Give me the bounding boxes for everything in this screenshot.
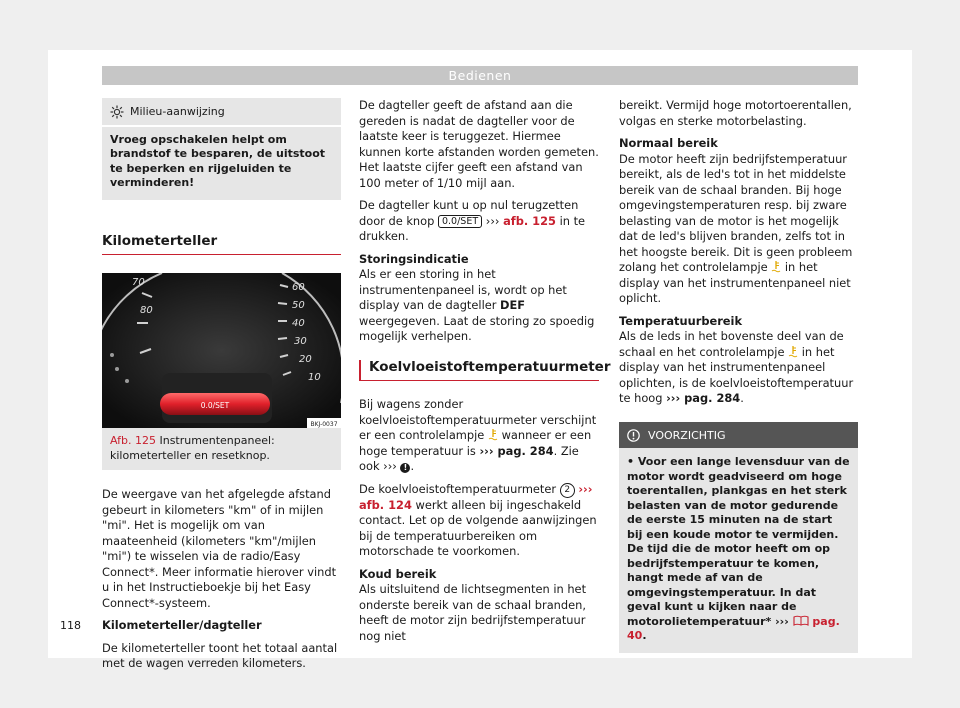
coolant-temperature-icon <box>488 428 498 441</box>
paragraph: bereikt. Vermijd hoge motortoerentallen, volgas en sterke motorbelasting. <box>619 98 852 128</box>
text: De motor heeft zijn bedrijfstemperatuur bereikt, als de led's tot in het middelste bereik van de schaal branden. Bij hoge omgevingstemperaturen resp. bij zware belasting van de motor is het mogelijk dat de led's blijven branden, zelfs tot in het hoogste bereik. Dit is geen probleem zolang het controlelampje <box>619 151 853 274</box>
instrument-panel-figure <box>102 273 341 428</box>
page-header <box>102 66 858 85</box>
section-title-kilometerteller: Kilometerteller <box>102 234 341 256</box>
subheading-normaal: Normaal bereik <box>619 136 718 150</box>
text: weergegeven. Laat de storing zo spoedig mogelijk verhelpen. <box>359 313 595 343</box>
caution-body <box>619 448 858 653</box>
paragraph: De weergave van het afgelegde afstand gebeurt in kilometers "km" of in mijlen "mi". Het is mogelijk om van maateenheid (kilometers "km"/mijlen "mi") te wisselen via de radio/Easy Connect*. Meer informatie hierover vindt u in het Instructieboekje bij het Easy Connect*-systeem. <box>102 487 337 610</box>
environment-icon <box>110 105 124 119</box>
reset-button-label: 0.0/SET <box>200 401 230 410</box>
column-left <box>102 98 341 679</box>
warning-icon: ! <box>400 463 410 473</box>
callout-number: 2 <box>560 483 575 498</box>
coolant-temperature-icon <box>788 345 798 358</box>
text: . <box>642 629 647 642</box>
caution-box <box>619 422 858 653</box>
gauge-number: 80 <box>140 305 153 316</box>
caution-header <box>619 422 858 449</box>
figure-code: BKJ-0037 <box>310 421 338 428</box>
page-number: 118 <box>60 619 81 632</box>
text: in het display van het instrumentenpaneel niet oplicht. <box>619 260 851 305</box>
paragraph-koel: Bij wagens zonder koelvloeistoftemperatuurmeter verschijnt er een controlelampje wanneer er een hoge temperatuur is ››› pag. 284. Zie ook ››› ! . <box>359 397 597 473</box>
figure-caption-ref: Afb. 125 <box>110 434 156 447</box>
instrument-panel-illustration <box>102 273 341 428</box>
ref-arrow: ››› <box>383 459 397 473</box>
subheading-dagteller: Kilometerteller/dagteller <box>102 618 262 632</box>
figure-caption-text: Instrumentenpaneel: kilometerteller en resetknop. <box>110 434 275 462</box>
figure-ref-link[interactable]: afb. 125 <box>503 213 556 228</box>
section-title-koelvloeistof: Koelvloeistoftemperatuurmeter <box>359 360 599 382</box>
text: in het display van het instrumentenpaneel oplichten, is de koelvloeistoftemperatuur te hoog <box>619 344 854 405</box>
note-header <box>102 98 341 127</box>
ref-arrow: ››› <box>775 614 789 628</box>
figure-ref-link[interactable]: ››› afb. 124 <box>359 481 593 512</box>
paragraph-reset <box>359 198 599 245</box>
def-label: DEF <box>500 298 526 312</box>
note-body: Vroeg opschakelen helpt om brandstof te besparen, de uitstoot te beperken en rijgeluiden te verminderen! <box>110 132 326 189</box>
gauge-number: 40 <box>292 318 305 329</box>
paragraph-storing <box>359 267 599 345</box>
environment-note <box>102 98 341 200</box>
reset-key: 0.0/SET <box>438 215 482 228</box>
text: . <box>740 391 744 405</box>
header-title: Bedienen <box>448 68 512 83</box>
book-icon <box>793 615 809 626</box>
gauge-number: 50 <box>292 300 305 311</box>
text: Als er een storing in het instrumentenpaneel is, wordt op het display van de dagteller <box>359 267 567 312</box>
paragraph: De dagteller geeft de afstand aan die gereden is nadat de dagteller voor de laatste keer is teruggezet. Hiermee kunnen korte afstanden worden gemeten. Het laatste cijfer geeft een afstand van 100 meter of 1/10 mijl aan. <box>359 98 599 190</box>
figure-caption <box>102 428 341 470</box>
paragraph-temperatuur <box>619 329 858 407</box>
subheading-temperatuur: Temperatuurbereik <box>619 313 743 328</box>
subheading-storing: Storingsindicatie <box>359 251 469 266</box>
ref-arrow: ››› <box>485 213 500 228</box>
paragraph: Als uitsluitend de lichtsegmenten in het onderste bereik van de schaal branden, heeft de motor zijn bedrijfstemperatuur nog niet <box>359 582 587 643</box>
text: Als de leds in het bovenste deel van de schaal en het controlelampje <box>619 329 844 359</box>
page-ref-link[interactable]: ››› pag. 284 <box>479 443 554 458</box>
paragraph-normaal <box>619 152 858 307</box>
column-right <box>619 98 858 653</box>
subheading-koud: Koud bereik <box>359 566 437 581</box>
caution-icon <box>627 429 640 442</box>
page-ref-link[interactable]: pag. 40 <box>627 614 840 642</box>
gauge-number: 70 <box>132 277 145 288</box>
text: . Zie ook <box>359 443 579 473</box>
paragraph: De kilometerteller toont het totaal aantal met de wagen verreden kilometers. <box>102 640 338 670</box>
text: • Voor een lange levensduur van de motor wordt geadviseerd om hoge toerentallen, plankgas en het sterk belasten van de motor gedurende de eerste 15 minuten na de start bij een koude motor te vermijden. De tijd die de motor heeft om op bedrijfstemperatuur te komen, hangt mede af van de omgevingstemperatuur. In dat geval kunt u kijken naar de motorolietemperatuur* <box>627 455 850 628</box>
column-middle <box>359 98 611 651</box>
text: in te drukken. <box>359 213 586 243</box>
gauge-number: 20 <box>299 354 312 365</box>
note-title: Milieu-aanwijzing <box>130 105 225 118</box>
page-ref-link[interactable]: ››› pag. 284 <box>666 391 741 405</box>
text: Bij wagens zonder koelvloeistoftemperatuurmeter verschijnt er een controlelampje <box>359 397 597 442</box>
gauge-number: 10 <box>308 372 321 383</box>
coolant-temperature-icon <box>771 260 781 273</box>
text: De koelvloeistoftemperatuurmeter <box>359 481 557 496</box>
text: wanneer er een hoge temperatuur is <box>359 428 592 458</box>
paragraph-meter <box>359 482 599 560</box>
gauge-number: 60 <box>292 282 305 293</box>
caution-title: VOORZICHTIG <box>648 428 726 442</box>
text: De dagteller kunt u op nul terugzetten door de knop <box>359 198 579 228</box>
gauge-number: 30 <box>294 336 307 347</box>
text: werkt alleen bij ingeschakeld contact. Let op de volgende aanwijzingen bij de temperatuurbereiken om motorschade te voorkomen. <box>359 497 597 558</box>
